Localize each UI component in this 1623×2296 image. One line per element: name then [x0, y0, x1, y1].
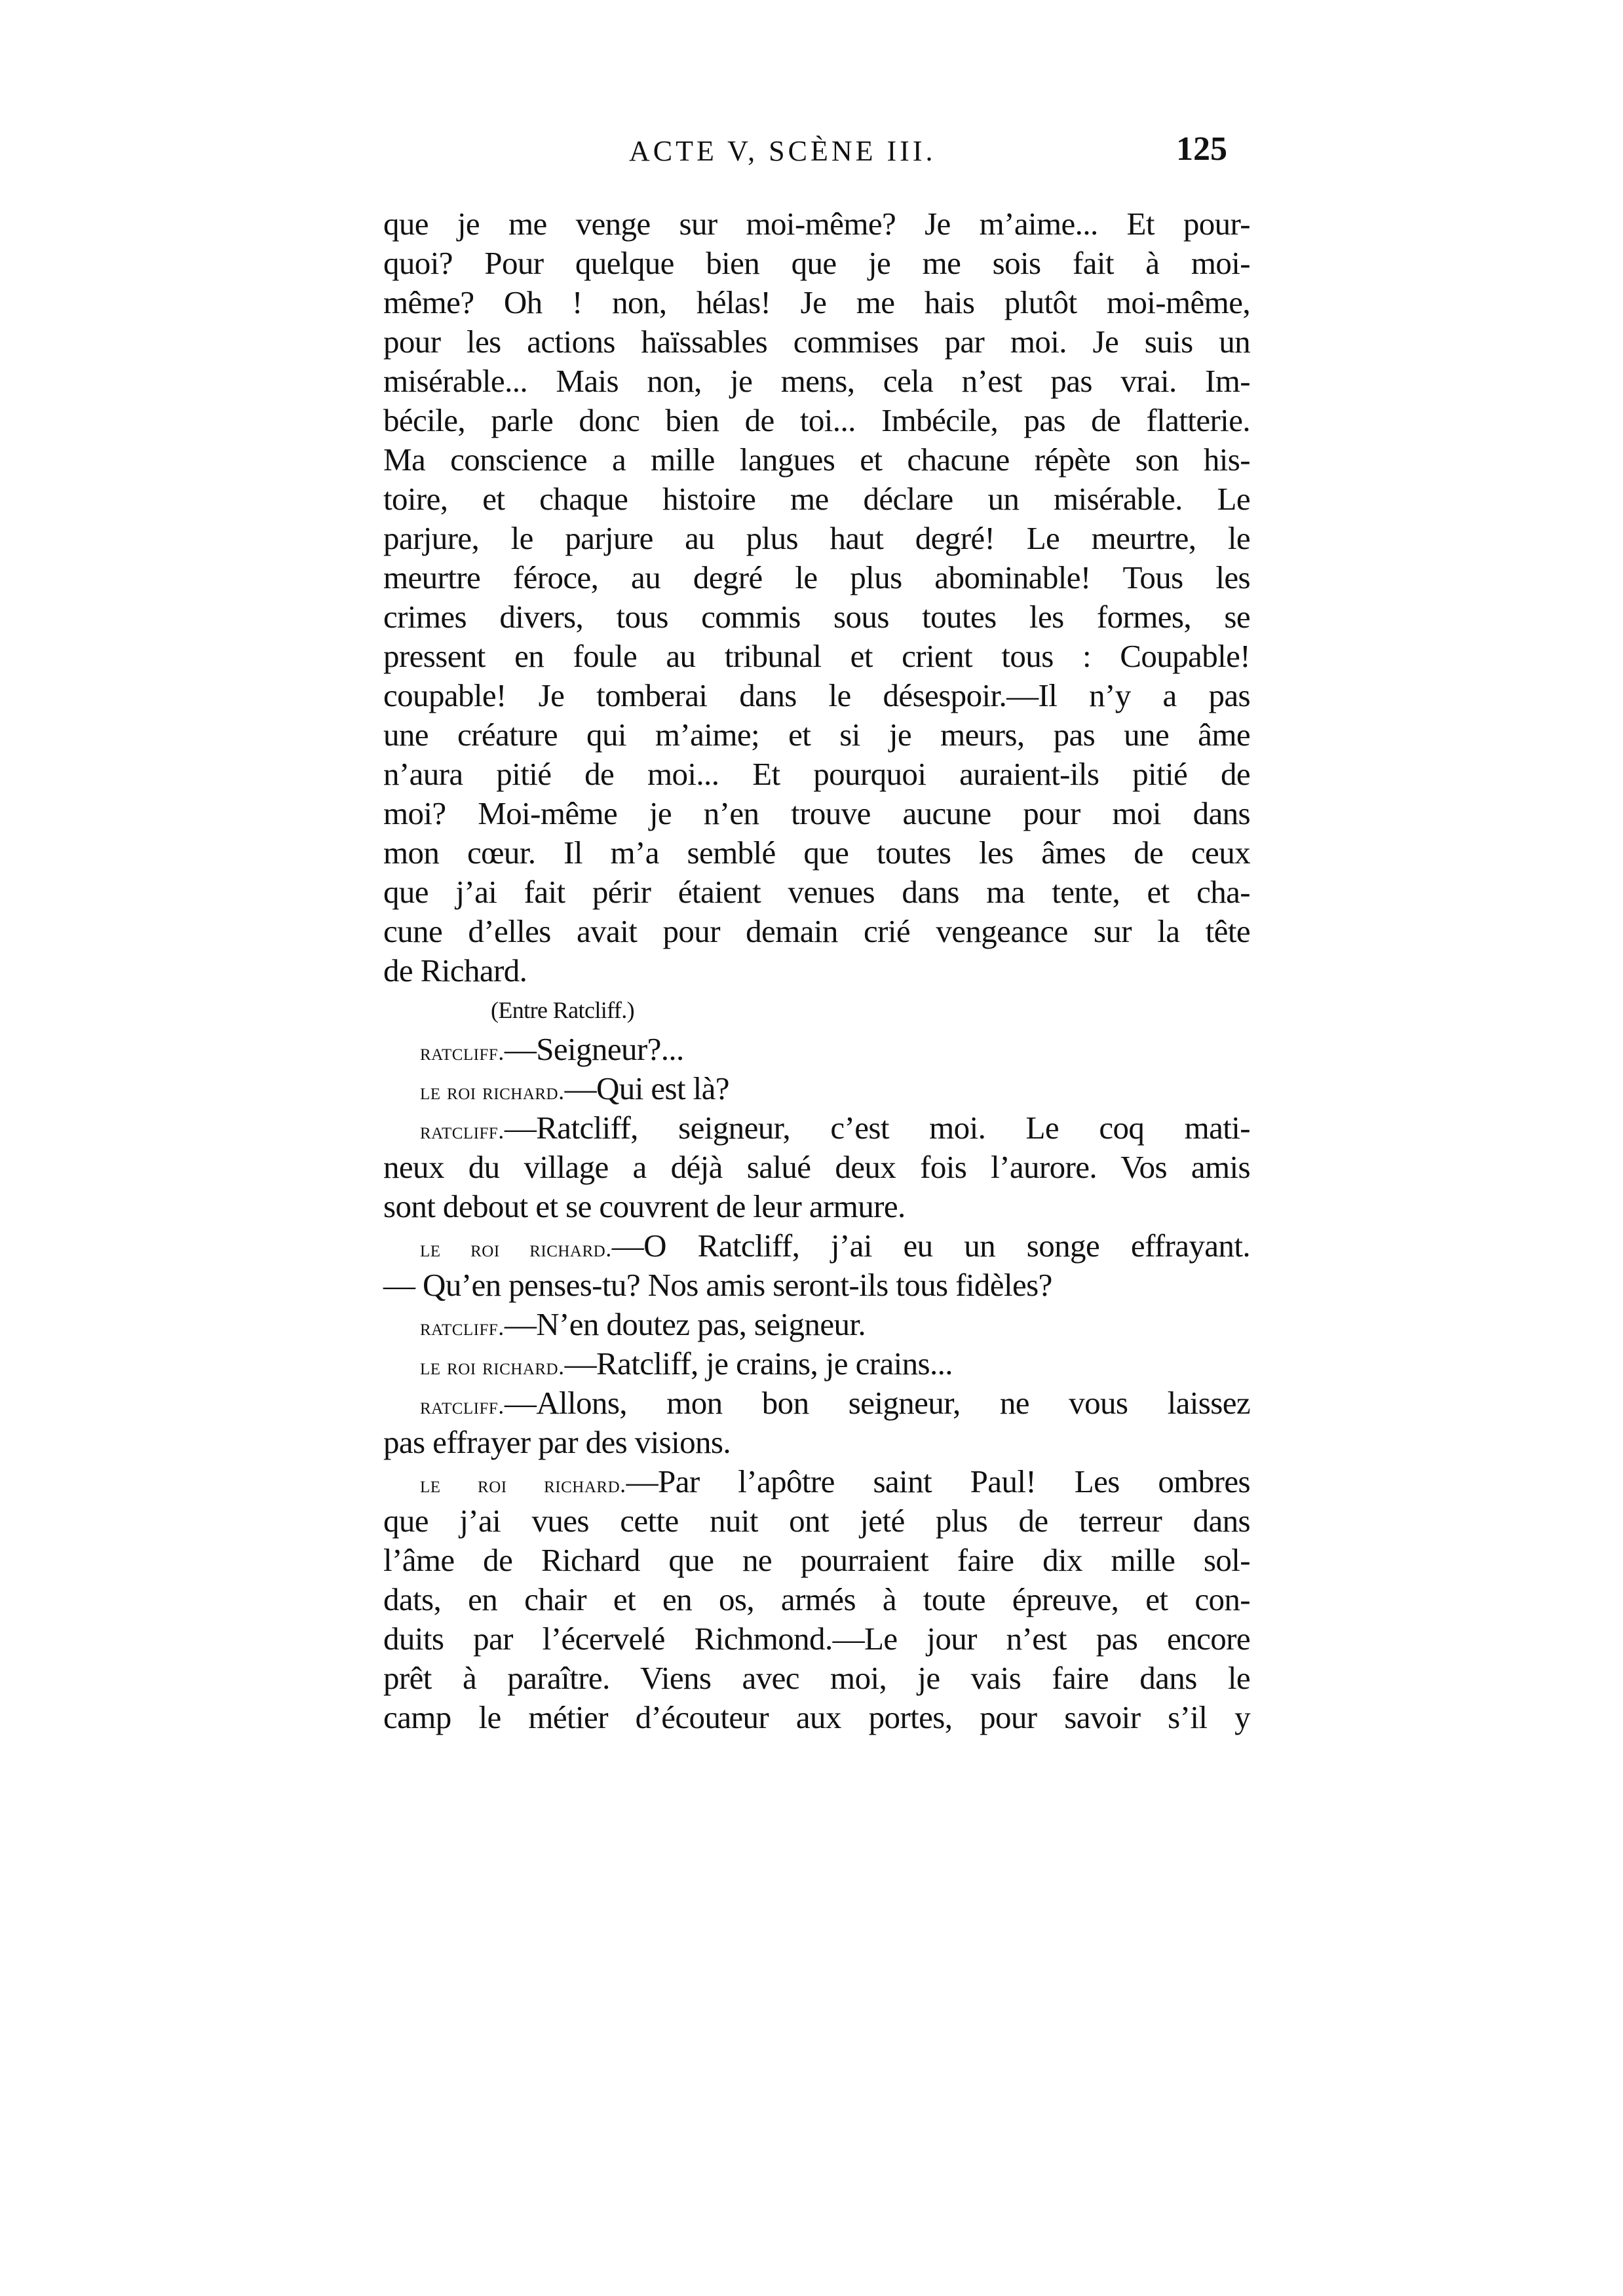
dialogue-line — [383, 1462, 1250, 1501]
text-line: duits par l’écervelé Richmond.—Le jour n’est pas encore — [383, 1621, 1250, 1657]
text-line: coupable! Je tomberai dans le désespoir.—Il n’y a pas — [383, 677, 1250, 713]
text-line: l’âme de Richard que ne pourraient faire dix mille sol- — [383, 1542, 1250, 1578]
text-line: cune d’elles avait pour demain crié vengeance sur la tête — [383, 913, 1250, 949]
text-line: Ma conscience a mille langues et chacune répète son his- — [383, 442, 1250, 478]
speaker-name: le roi richard. — [420, 1078, 565, 1104]
text-line: neux du village a déjà salué deux fois l’aurore. Vos amis — [383, 1149, 1250, 1185]
text-line: dats, en chair et en os, armés à toute épreuve, et con- — [383, 1581, 1250, 1617]
stage-direction: (Entre Ratcliff.) — [491, 997, 635, 1023]
speaker-name: le roi richard. — [420, 1235, 612, 1262]
body-text — [383, 204, 1250, 1737]
text-line: de Richard. — [383, 952, 527, 988]
dialogue-text: —Ratcliff, je crains, je crains... — [564, 1346, 953, 1382]
speaker-name: ratcliff. — [420, 1118, 505, 1144]
text-line: moi? Moi-même je n’en trouve aucune pour moi dans — [383, 795, 1250, 831]
text-line: misérable... Mais non, je mens, cela n’est pas vrai. Im- — [383, 363, 1250, 399]
speaker-name: ratcliff. — [420, 1393, 505, 1419]
dialogue-text: —Par l’apôtre saint Paul! Les ombres — [626, 1463, 1250, 1499]
dialogue-text: —Allons, mon bon seigneur, ne vous laissez — [504, 1385, 1250, 1421]
dialogue-line — [383, 1226, 1250, 1266]
dialogue-line — [383, 1069, 1250, 1108]
text-line: quoi? Pour quelque bien que je me sois fait à moi- — [383, 245, 1250, 281]
dialogue-line — [383, 1108, 1250, 1148]
dialogue-line — [383, 1344, 1250, 1383]
running-header: ACTE V, SCÈNE III. — [629, 135, 936, 167]
dialogue-line — [383, 1305, 1250, 1344]
speaker-name: ratcliff. — [420, 1039, 505, 1065]
dialogue-text: —N’en doutez pas, seigneur. — [504, 1306, 866, 1342]
text-line: crimes divers, tous commis sous toutes les formes, se — [383, 599, 1250, 635]
text-line: bécile, parle donc bien de toi... Imbécile, pas de flatterie. — [383, 402, 1250, 438]
dialogue-line — [383, 1383, 1250, 1423]
dialogue-text: —Seigneur?... — [504, 1031, 684, 1067]
text-line: parjure, le parjure au plus haut degré! Le meurtre, le — [383, 520, 1250, 556]
dialogue-text: —Ratcliff, seigneur, c’est moi. Le coq mati- — [504, 1110, 1250, 1146]
speaker-name: ratcliff. — [420, 1314, 505, 1340]
dialogue-text: —Qui est là? — [564, 1070, 729, 1106]
dialogue-line — [383, 1030, 1250, 1069]
text-line: toire, et chaque histoire me déclare un misérable. Le — [383, 481, 1250, 517]
text-line: pressent en foule au tribunal et crient tous : Coupable! — [383, 638, 1250, 674]
text-line: — Qu’en penses-tu? Nos amis seront-ils tous fidèles? — [383, 1267, 1052, 1303]
text-line: pas effrayer par des visions. — [383, 1424, 731, 1460]
speaker-name: le roi richard. — [420, 1471, 626, 1497]
text-line: prêt à paraître. Viens avec moi, je vais faire dans le — [383, 1660, 1250, 1696]
speaker-name: le roi richard. — [420, 1353, 565, 1380]
text-line: n’aura pitié de moi... Et pourquoi auraient-ils pitié de — [383, 756, 1250, 792]
text-line: sont debout et se couvrent de leur armure. — [383, 1188, 906, 1224]
page-number: 125 — [1176, 130, 1227, 168]
dialogue-text: —O Ratcliff, j’ai eu un songe effrayant. — [611, 1228, 1250, 1264]
text-line: mon cœur. Il m’a semblé que toutes les âmes de ceux — [383, 835, 1250, 871]
text-line: que je me venge sur moi-même? Je m’aime... Et pour- — [383, 206, 1250, 242]
text-line: que j’ai fait périr étaient venues dans ma tente, et cha- — [383, 874, 1250, 910]
text-line: meurtre féroce, au degré le plus abominable! Tous les — [383, 559, 1250, 595]
text-line: que j’ai vues cette nuit ont jeté plus de terreur dans — [383, 1503, 1250, 1539]
text-line: pour les actions haïssables commises par moi. Je suis un — [383, 324, 1250, 360]
text-line: camp le métier d’écouteur aux portes, pour savoir s’il y — [383, 1699, 1250, 1735]
text-line: même? Oh ! non, hélas! Je me hais plutôt moi-même, — [383, 284, 1250, 320]
text-line: une créature qui m’aime; et si je meurs, pas une âme — [383, 717, 1250, 753]
